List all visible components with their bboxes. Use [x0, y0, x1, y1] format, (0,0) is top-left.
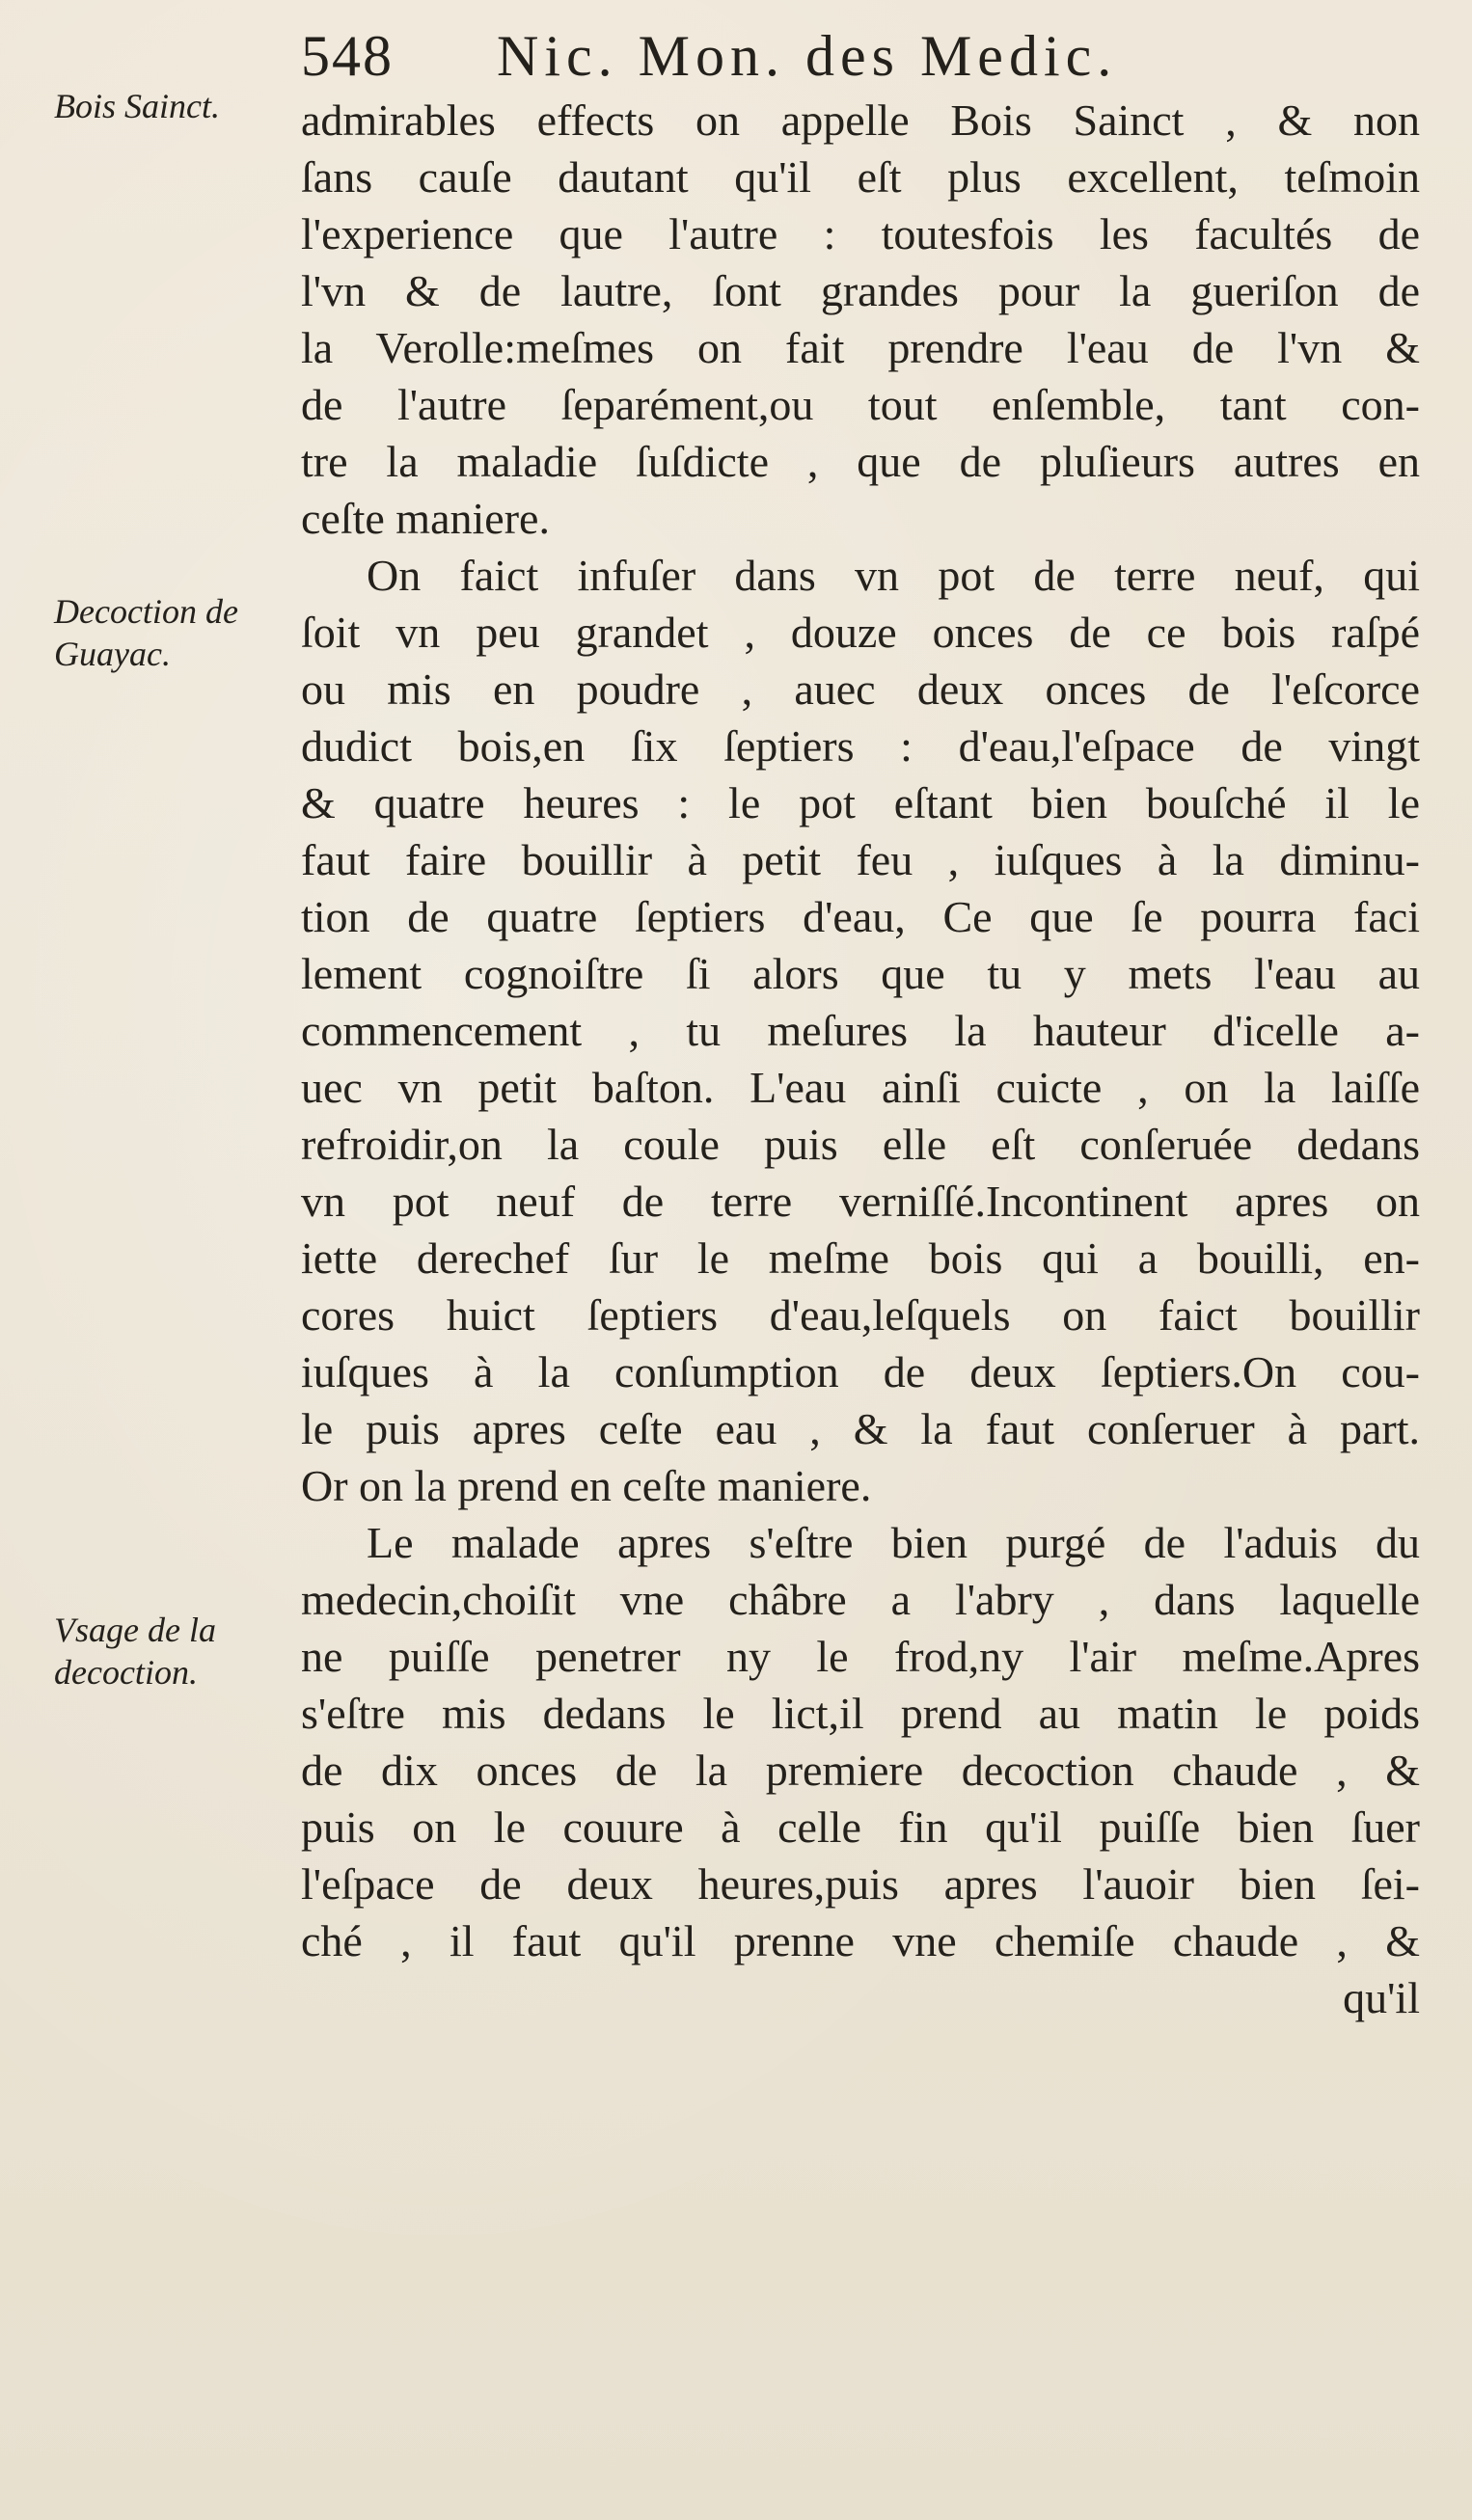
- text-line: ceſte maniere.: [301, 494, 550, 543]
- marginal-note-decoction: [54, 590, 286, 675]
- catchword: qu'il: [1343, 1973, 1420, 2022]
- marginal-note-line: Vsage de la: [54, 1611, 216, 1649]
- marginal-note-bois-sainct: [54, 85, 286, 127]
- text-line: s'eſtre mis dedans le lict,il prend au matin le poids: [301, 1689, 1420, 1738]
- text-line: la Verolle:meſmes on fait prendre l'eau de l'vn &: [301, 323, 1420, 372]
- text-line: Or on la prend en ceſte maniere.: [301, 1461, 872, 1510]
- text-line: iuſques à la conſumption de deux ſeptiers.On cou-: [301, 1347, 1420, 1396]
- text-line: medecin,choiſit vne châbre a l'abry , dans laquelle: [301, 1575, 1420, 1624]
- text-line: refroidir,on la coule puis elle eſt conſeruée dedans: [301, 1120, 1420, 1169]
- text-line: ſans cauſe dautant qu'il eſt plus excellent, teſmoin: [301, 152, 1420, 202]
- text-line: l'vn & de lautre, ſont grandes pour la gueriſon de: [301, 266, 1420, 315]
- text-line: de dix onces de la premiere decoction chaude , &: [301, 1746, 1420, 1795]
- text-line: ché , il faut qu'il prenne vne chemiſe chaude , &: [301, 1916, 1420, 1965]
- text-line: ſoit vn peu grandet , douze onces de ce bois raſpé: [301, 608, 1420, 657]
- text-line: cores huict ſeptiers d'eau,leſquels on faict bouillir: [301, 1290, 1420, 1340]
- text-line: ou mis en poudre , auec deux onces de l'eſcorce: [301, 664, 1420, 714]
- text-line: tion de quatre ſeptiers d'eau, Ce que ſe pourra faci: [301, 892, 1420, 941]
- marginal-note-vsage: [54, 1609, 286, 1694]
- text-line: dudict bois,en ſix ſeptiers : d'eau,l'eſpace de vingt: [301, 721, 1420, 771]
- text-line: l'experience que l'autre : toutesfois les facultés de: [301, 209, 1420, 258]
- marginal-note-line: Guayac.: [54, 635, 171, 673]
- text-line: de l'autre ſeparément,ou tout enſemble, tant con-: [301, 380, 1420, 429]
- text-line: commencement , tu meſures la hauteur d'icelle a-: [301, 1006, 1420, 1055]
- text-line: iette derechef ſur le meſme bois qui a bouilli, en-: [301, 1233, 1420, 1283]
- marginal-note-line: decoction.: [54, 1653, 198, 1692]
- body-text: [301, 92, 1420, 2026]
- running-head: Nic. Mon. des Medic.: [497, 24, 1118, 88]
- text-line: lement cognoiſtre ſi alors que tu y mets l'eau au: [301, 949, 1420, 998]
- text-line: admirables effects on appelle Bois Sainct , & non: [301, 95, 1420, 145]
- text-line: faut faire bouillir à petit feu , iuſques à la diminu-: [301, 835, 1420, 884]
- text-line: uec vn petit baſton. L'eau ainſi cuicte , on la laiſſe: [301, 1063, 1420, 1112]
- text-line: Le malade apres s'eſtre bien purgé de l'aduis du: [367, 1518, 1420, 1567]
- text-line: ne puiſſe penetrer ny le frod,ny l'air meſme.Apres: [301, 1632, 1420, 1681]
- text-line: On faict infuſer dans vn pot de terre neuf, qui: [367, 551, 1420, 600]
- marginal-note-line: Decoction de: [54, 592, 238, 631]
- text-line: puis on le couure à celle fin qu'il puiſſe bien ſuer: [301, 1802, 1420, 1852]
- page-number: 548: [301, 24, 394, 88]
- text-line: le puis apres ceſte eau , & la faut conſeruer à part.: [301, 1404, 1420, 1453]
- text-line: vn pot neuf de terre verniſſé.Incontinent apres on: [301, 1177, 1420, 1226]
- text-line: & quatre heures : le pot eſtant bien bouſché il le: [301, 778, 1420, 827]
- marginal-note-line: Bois Sainct.: [54, 87, 220, 125]
- text-line: l'eſpace de deux heures,puis apres l'auoir bien ſei-: [301, 1859, 1420, 1909]
- page-header: [301, 24, 1118, 88]
- text-line: tre la maladie ſuſdicte , que de pluſieurs autres en: [301, 437, 1420, 486]
